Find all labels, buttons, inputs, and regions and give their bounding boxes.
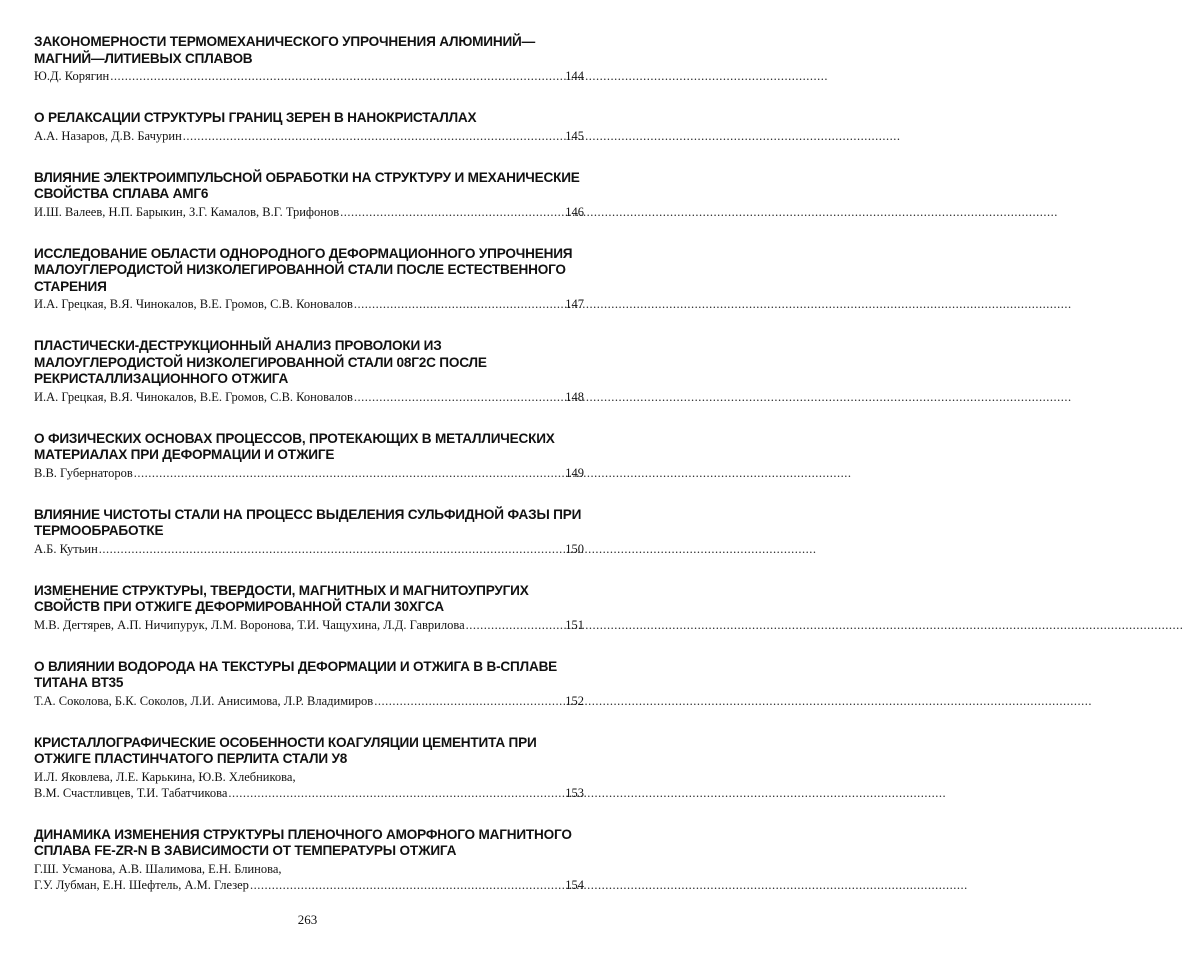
article-authors <box>34 617 584 633</box>
toc-entry <box>34 735 584 801</box>
article-authors <box>34 541 584 557</box>
toc-entry <box>34 659 584 709</box>
page-ref: 147 <box>565 297 584 311</box>
toc-entry <box>34 170 584 220</box>
article-authors <box>34 769 584 801</box>
toc-entry <box>34 583 584 633</box>
page-ref: 145 <box>565 128 584 143</box>
dot-leader <box>228 785 564 801</box>
author-row <box>34 617 584 633</box>
article-title: ВЛИЯНИЕ ЧИСТОТЫ СТАЛИ НА ПРОЦЕСС ВЫДЕЛЕНИЯ СУЛЬФИДНОЙ ФАЗЫ ПРИ ТЕРМООБРАБОТКЕ <box>34 506 582 538</box>
article-authors <box>34 296 584 312</box>
author-names: Ю.Д. Корягин <box>34 69 110 83</box>
dot-leader <box>374 693 564 709</box>
page-ref: 151 <box>565 617 584 632</box>
author-names: И.Л. Яковлева, Л.Е. Карькина, Ю.В. Хлебникова, <box>34 769 296 784</box>
page-ref: 144 <box>565 69 584 83</box>
dot-leader <box>99 541 564 557</box>
author-row <box>34 465 584 481</box>
author-names: В.В. Губернаторов <box>34 465 133 480</box>
article-title: КРИСТАЛЛОГРАФИЧЕСКИЕ ОСОБЕННОСТИ КОАГУЛЯЦИИ ЦЕМЕНТИТА ПРИ ОТЖИГЕ ПЛАСТИНЧАТОГО ПЕРЛИТА СТАЛИ У8 <box>34 734 537 766</box>
author-names: Г.Ш. Усманова, А.В. Шалимова, Е.Н. Блинова, <box>34 861 282 876</box>
dot-leader <box>250 877 564 893</box>
article-title: О РЕЛАКСАЦИИ СТРУКТУРЫ ГРАНИЦ ЗЕРЕН В НАНОКРИСТАЛЛАХ <box>34 110 477 125</box>
author-row <box>34 68 584 84</box>
article-authors <box>34 693 584 709</box>
author-names: Г.У. Лубман, Е.Н. Шефтель, А.М. Глезер <box>34 877 249 892</box>
article-title: ПЛАСТИЧЕСКИ-ДЕСТРУКЦИОННЫЙ АНАЛИЗ ПРОВОЛОКИ ИЗ МАЛОУГЛЕРОДИСТОЙ НИЗКОЛЕГИРОВАННОЙ СТАЛИ 08Г2С ПОСЛЕ РЕКРИСТАЛЛИЗАЦИОННОГО ОТЖИГА <box>34 338 487 386</box>
page-ref: 154 <box>565 877 584 892</box>
author-row <box>34 204 584 220</box>
article-title: ЗАКОНОМЕРНОСТИ ТЕРМОМЕХАНИЧЕСКОГО УПРОЧНЕНИЯ АЛЮМИНИЙ—МАГНИЙ—ЛИТИЕВЫХ СПЛАВОВ <box>34 34 536 66</box>
article-title: ИЗМЕНЕНИЕ СТРУКТУРЫ, ТВЕРДОСТИ, МАГНИТНЫХ И МАГНИТОУПРУГИХ СВОЙСТВ ПРИ ОТЖИГЕ ДЕФОРМИРОВАННОЙ СТАЛИ 30ХГСА <box>34 582 529 614</box>
toc-entry <box>34 507 584 557</box>
toc-entry <box>34 827 584 893</box>
page-number: 263 <box>297 912 318 927</box>
toc-entry <box>34 34 584 84</box>
toc-entry <box>34 431 584 481</box>
article-title: ИССЛЕДОВАНИЕ ОБЛАСТИ ОДНОРОДНОГО ДЕФОРМАЦИОННОГО УПРОЧНЕНИЯ МАЛОУГЛЕРОДИСТОЙ НИЗКОЛЕГИРОВАННОЙ СТАЛИ ПОСЛЕ ЕСТЕСТВЕННОГО СТАРЕНИЯ <box>34 245 573 294</box>
toc-entry <box>34 110 584 144</box>
author-names: В.М. Счастливцев, Т.И. Табатчикова <box>34 785 228 800</box>
article-authors <box>34 128 584 144</box>
article-authors <box>34 389 584 405</box>
article-authors <box>34 68 584 84</box>
article-authors <box>34 465 584 481</box>
author-row <box>34 128 584 144</box>
article-title: О ВЛИЯНИИ ВОДОРОДА НА ТЕКСТУРЫ ДЕФОРМАЦИИ И ОТЖИГА В Β-СПЛАВЕ ТИТАНА ВТ35 <box>34 658 558 690</box>
author-names: А.Б. Кутьин <box>34 541 98 556</box>
author-names: И.А. Грецкая, В.Я. Чинокалов, В.Е. Громов, С.В. Коновалов <box>34 389 353 404</box>
dot-leader <box>466 617 565 633</box>
dot-leader <box>134 465 565 481</box>
author-row <box>34 389 584 405</box>
article-title: ДИНАМИКА ИЗМЕНЕНИЯ СТРУКТУРЫ ПЛЕНОЧНОГО АМОРФНОГО МАГНИТНОГО СПЛАВА FE-ZR-N В ЗАВИСИМОСТИ ОТ ТЕМПЕРАТУРЫ ОТЖИГА <box>34 826 572 858</box>
dot-leader <box>354 389 564 405</box>
dot-leader <box>110 68 564 84</box>
page-ref: 153 <box>565 785 584 800</box>
page-ref: 150 <box>565 541 584 556</box>
toc-entry <box>34 338 584 405</box>
dot-leader <box>354 296 564 312</box>
page-ref: 149 <box>565 465 584 480</box>
article-title: ВЛИЯНИЕ ЭЛЕКТРОИМПУЛЬСНОЙ ОБРАБОТКИ НА СТРУКТУРУ И МЕХАНИЧЕСКИЕ СВОЙСТВА СПЛАВА АМГ6 <box>34 169 580 201</box>
author-names: Т.А. Соколова, Б.К. Соколов, Л.И. Анисимова, Л.Р. Владимиров <box>34 693 374 708</box>
author-row <box>34 877 584 893</box>
author-row <box>34 693 584 709</box>
author-names: И.А. Грецкая, В.Я. Чинокалов, В.Е. Громов, С.В. Коновалов <box>34 297 353 311</box>
dot-leader <box>183 128 564 144</box>
page-ref: 152 <box>565 693 584 708</box>
toc-entry <box>34 246 584 313</box>
author-row <box>34 785 584 801</box>
author-names: И.Ш. Валеев, Н.П. Барыкин, З.Г. Камалов, В.Г. Трифонов <box>34 204 340 219</box>
article-authors <box>34 861 584 893</box>
article-title: О ФИЗИЧЕСКИХ ОСНОВАХ ПРОЦЕССОВ, ПРОТЕКАЮЩИХ В МЕТАЛЛИЧЕСКИХ МАТЕРИАЛАХ ПРИ ДЕФОРМАЦИИ И ОТЖИГЕ <box>34 430 555 462</box>
page-ref: 148 <box>565 389 584 404</box>
article-authors <box>34 204 584 220</box>
table-of-contents <box>34 34 584 919</box>
author-names: М.В. Дегтярев, А.П. Ничипурук, Л.М. Воронова, Т.И. Чащухина, Л.Д. Гаврилова <box>34 617 465 632</box>
page-ref: 146 <box>565 204 584 219</box>
author-row <box>34 541 584 557</box>
dot-leader <box>340 204 564 220</box>
author-row <box>34 296 584 312</box>
author-names: А.А. Назаров, Д.В. Бачурин <box>34 128 182 143</box>
